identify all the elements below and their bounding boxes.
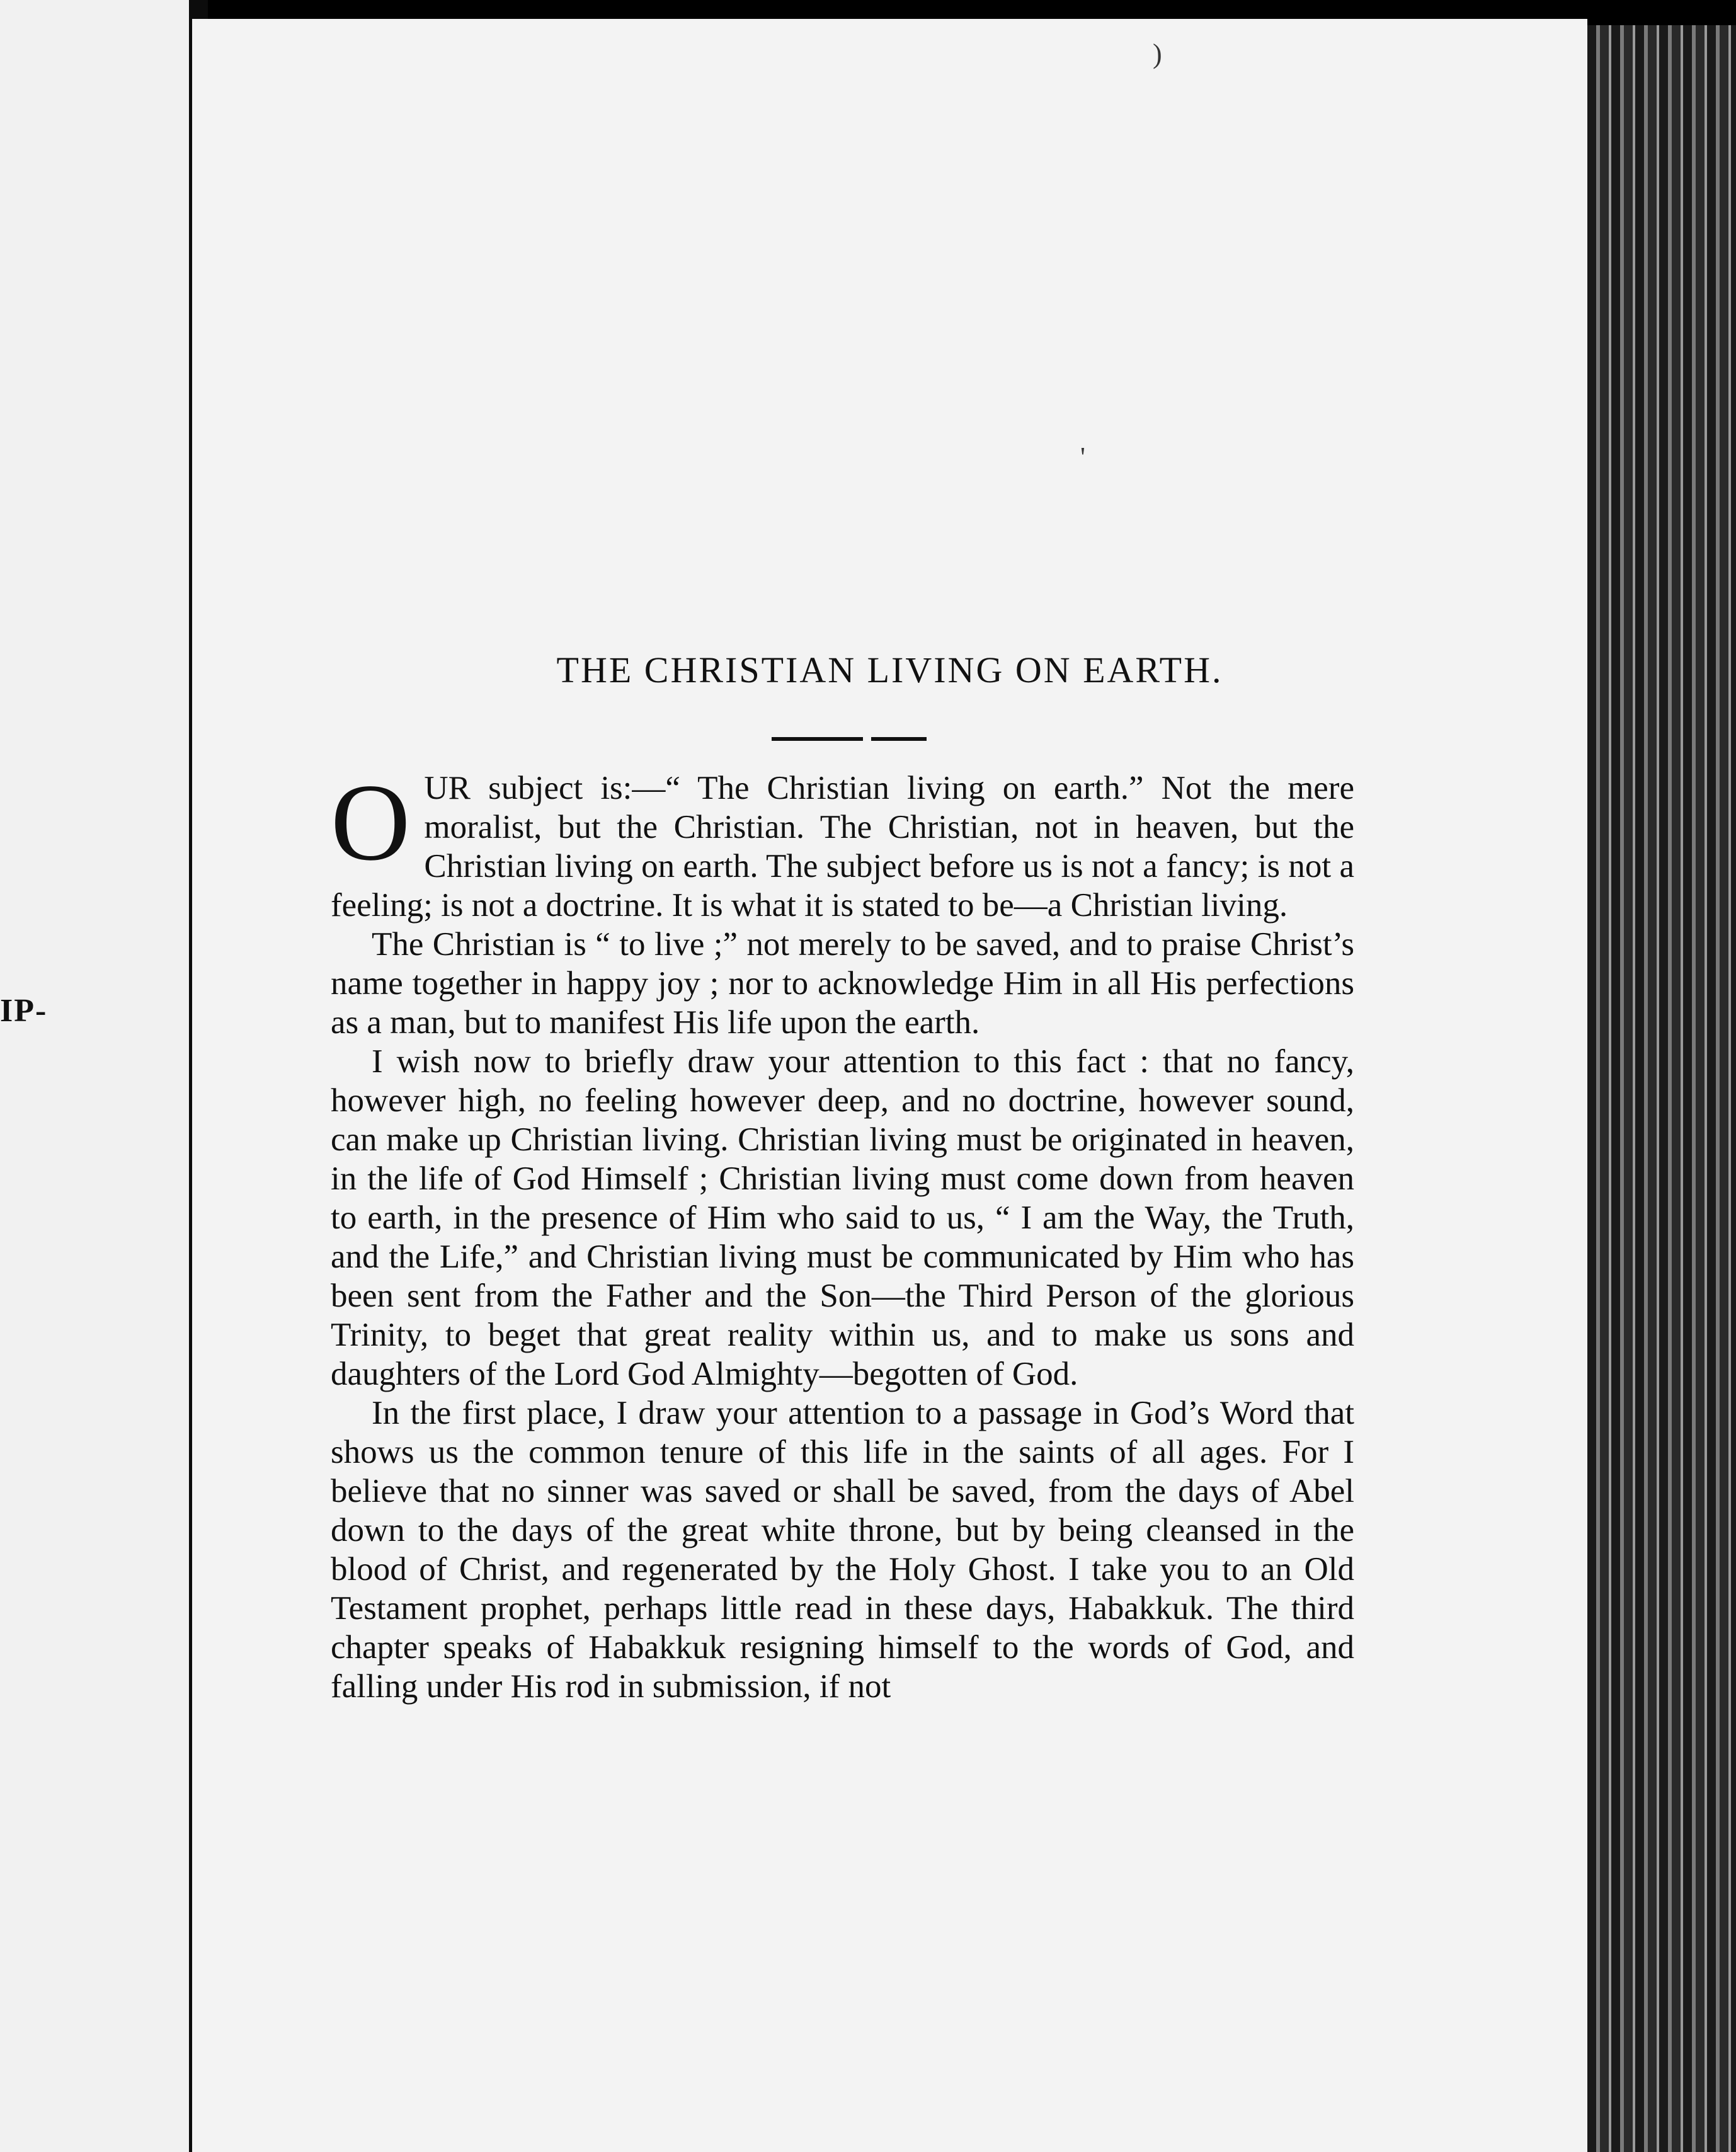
- book-page-edges: [1587, 25, 1736, 2152]
- chapter-title: THE CHRISTIAN LIVING ON EARTH.: [556, 650, 1223, 690]
- scan-speck: ': [1080, 442, 1085, 472]
- paragraph-4: In the first place, I draw your attention to a passage in God’s Word that shows us the common tenure of this life in the saints of all ages. For I believe that no sinner was saved or shall be saved, from the days of Abel down to the days of the great white throne, but by being cleansed in the blood of Christ, and regenerated by the Holy Ghost. I take you to an Old Testament prophet, perhaps little read in these days, Habakkuk. The third chapter speaks of Habakkuk resigning himself to the words of God, and falling under His rod in submission, if not: [331, 1395, 1354, 1705]
- left-page-text-fragment: IP-: [0, 993, 48, 1029]
- paragraph-3: I wish now to briefly draw your attention to this fact : that no fancy, however high, no feeling however deep, and no doctrine, however sound, can make up Christian living. Christian living must be originated in heaven, in the life of God Himself ; Christian living must come down from heaven to earth, in the presence of Him who said to us, “ I am the Way, the Truth, and the Life,” and Christian living must be communicated by Him who has been sent from the Father and the Son—the Third Person of the glorious Trinity, to beget that great reality within us, and to make us sons and daughters of the Lord God Almighty—begotten of God.: [331, 1043, 1354, 1392]
- left-page: [0, 0, 189, 2152]
- paragraph-1: [331, 761, 1354, 925]
- paragraph-2: The Christian is “ to live ;” not merely to be saved, and to praise Christ’s name together in happy joy ; nor to acknowledge Him in all His perfections as a man, but to manifest His life upon the earth.: [331, 926, 1354, 1041]
- title-rule-right: [871, 737, 927, 741]
- scan-speck: ): [1153, 38, 1162, 69]
- title-rule-left: [772, 737, 863, 741]
- paragraph-1-text: UR subject is:—“ The Christian living on earth.” Not the mere moralist, but the Christian. The Christian, not in heaven, but the Christian living on earth. The subject before us is not a fancy; is not a feeling; is not a doctrine. It is what it is stated to be—a Christian living.: [331, 770, 1354, 924]
- body-text: [331, 761, 1354, 1706]
- drop-cap: O: [331, 761, 411, 883]
